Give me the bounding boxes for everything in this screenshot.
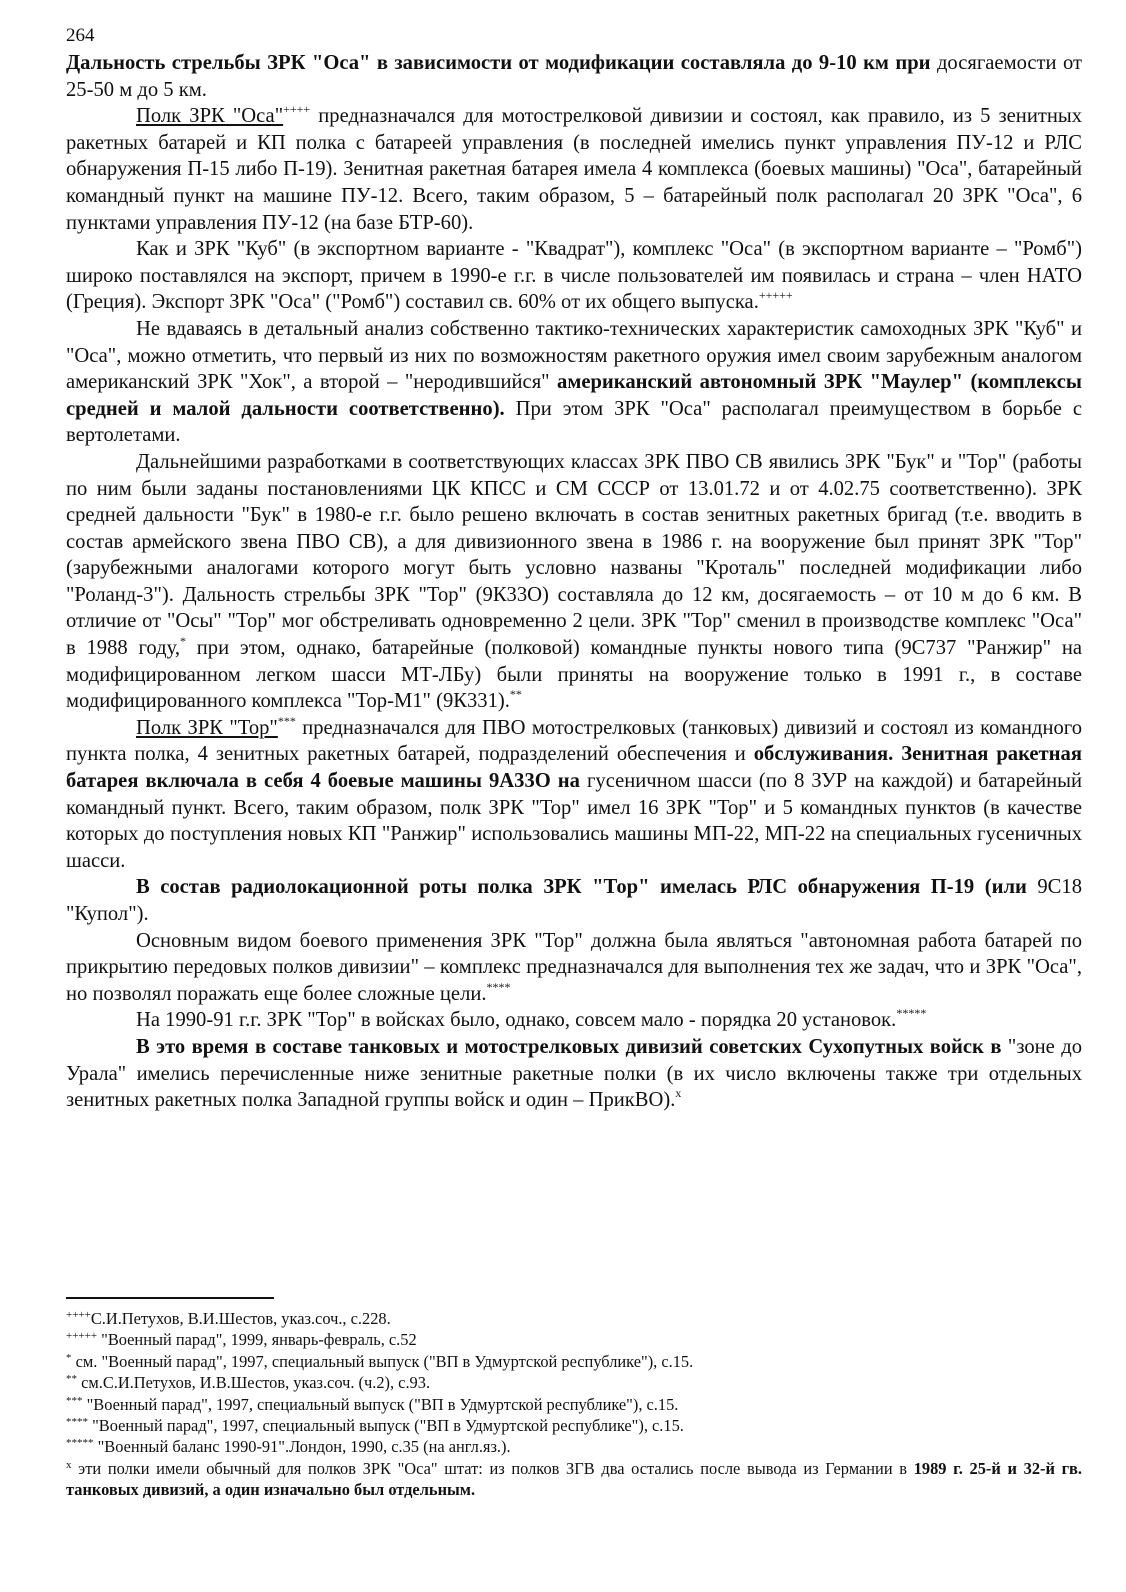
footnote-text: эти полки имели обычный для полков ЗРК "Оса" штат: из полков ЗГВ два остались после вывода из Германии в: [71, 1458, 914, 1478]
paragraph-text: досягаемости от 25-50 м до 5 км.: [66, 52, 1082, 101]
footnote-marker: *****: [66, 1437, 94, 1450]
footnote-marker: ****: [486, 979, 511, 994]
footnote: [66, 1415, 1082, 1436]
paragraph-5: [66, 449, 1082, 715]
bold-text: В это время в составе танковых и мотострелковых дивизий советских Сухопутных войск в: [136, 1035, 1002, 1058]
footnote-text: см. "Военный парад", 1997, специальный выпуск ("ВП в Удмуртской республике"), с.15.: [71, 1351, 694, 1371]
paragraph-3: [66, 236, 1082, 316]
footnotes: [66, 1308, 1082, 1501]
footnote: [66, 1351, 1082, 1372]
footnote-marker: ++++: [283, 102, 311, 117]
footnote-text: С.И.Петухов, В.И.Шестов, указ.соч., с.228.: [90, 1309, 391, 1328]
footnote-text: см.С.И.Петухов, И.В.Шестов, указ.соч. (ч.2), с.93.: [77, 1373, 431, 1393]
footnote: [66, 1436, 1082, 1457]
paragraph-text: гусеничном шасси (по 8 ЗУР на каждой) и батарейный командный пункт. Всего, таким образом, полк ЗРК "Тор" имел 16 ЗРК "Тор" и 5 командных пунктов (в качестве которых до поступления новых КП "Ранжир" использовались машины МП-22, МП-22 на специальных гусеничных шасси.: [66, 770, 1082, 872]
footnote-divider: [66, 1297, 274, 1299]
paragraph-8: [66, 928, 1082, 1008]
bold-text: обслуживания. Зенитная ракетная батарея включала в себя 4 боевые машины 9А33О на: [66, 743, 1082, 793]
footnote-marker: ++++: [66, 1309, 91, 1321]
paragraph-7: [66, 874, 1082, 927]
paragraph-1: [66, 50, 1082, 103]
paragraph-text: "зоне до Урала" имелись перечисленные ниже зенитные ракетные полки (в их число включены также три отдельных зенитных ракетных полка Западной группы войск и один – ПрикВО).: [66, 1035, 1083, 1112]
footnote: [66, 1458, 1082, 1501]
body-text: [66, 50, 1082, 1114]
paragraph-6: [66, 715, 1082, 875]
paragraph-10: [66, 1034, 1082, 1114]
footnote: [66, 1329, 1082, 1350]
bold-text: американский автономный ЗРК "Маулер" (комплексы средней и малой дальности соответственно).: [66, 371, 1082, 420]
footnote-marker: x: [66, 1458, 72, 1471]
paragraph-text: При этом ЗРК "Оса" располагал преимуществом в борьбе с вертолетами.: [66, 397, 1082, 447]
paragraph-9: [66, 1007, 1082, 1034]
bold-text: В состав радиолокационной роты полка ЗРК "Тор" имелась РЛС обнаружения П-19 (или: [136, 876, 1027, 899]
footnote-text: "Военный парад", 1997, специальный выпуск ("ВП в Удмуртской республике"), с.15.: [82, 1394, 679, 1414]
paragraph-text: при этом, однако, батарейные (полковой) командные пункты нового типа (9С737 "Ранжир" на модифицированном легком шасси МТ-ЛБу) были приняты на вооружение только в 1991 г., в составе модифицированного комплекса "Тор-М1" (9К331).: [66, 637, 1082, 713]
footnote-marker: ****: [66, 1416, 88, 1429]
paragraph-text: Не вдаваясь в детальный анализ собственно тактико-технических характеристик самоходных ЗРК "Куб" и "Оса", можно отметить, что первый из них по возможностям ракетного оружия имел своим зарубежным аналогом американский ЗРК "Хок", а второй – "неродившийся": [66, 317, 1082, 394]
bold-text: Дальность стрельбы ЗРК "Оса" в зависимости от модификации составляла до 9-10 км при: [66, 52, 931, 74]
footnote-marker: **: [66, 1373, 77, 1386]
footnote: [66, 1308, 1082, 1329]
paragraph-text: предназначался для мотострелковой дивизии и состоял, как правило, из 5 зенитных ракетных батарей и КП полка с батареей управления (в последней имелись пункт управления ПУ-12 и РЛС обнаружения П-15 либо П-19). Зенитная ракетная батарея имела 4 комплекса (боевых машины) "Оса", батарейный командный пункт на машине ПУ-12. Всего, таким образом, 5 – батарейный полк располагал 20 ЗРК "Оса", 6 пунктами управления ПУ-12 (на базе БТР-60).: [66, 105, 1082, 234]
paragraph-text: Основным видом боевого применения ЗРК "Тор" должна была являться "автономная работа батарей по прикрытию передовых полков дивизии" – комплекс предназначался для выполнения тех же задач, что и ЗРК "Оса", но позволял поражать еще более сложные цели.: [66, 929, 1082, 1005]
footnote-marker: **: [509, 687, 522, 702]
footnote-marker: +++++: [66, 1330, 98, 1343]
paragraph-2: [66, 103, 1082, 236]
footnote-text: "Военный парад", 1999, январь-февраль, с.52: [97, 1330, 417, 1350]
bold-text: 1989 г. 25-й и 32-й гв. танковых дивизий, а один изначально был отдельным.: [66, 1458, 1082, 1500]
paragraph-text: 9С18 "Купол").: [66, 876, 1082, 925]
footnote-marker: ***: [66, 1394, 83, 1407]
footnote-marker: *: [179, 634, 186, 649]
footnote: [66, 1394, 1082, 1415]
footnote-marker: *: [66, 1351, 72, 1364]
footnote-text: "Военный баланс 1990-91".Лондон, 1990, с.35 (на англ.яз.).: [93, 1437, 511, 1457]
paragraph-text: Как и ЗРК "Куб" (в экспортном варианте - "Квадрат"), комплекс "Оса" (в экспортном варианте – "Ромб") широко поставлялся на экспорт, причем в 1990-е г.г. в числе пользователей им появилась и страна – член НАТО (Греция). Экспорт ЗРК "Оса" ("Ромб") составил св. 60% от их общего выпуска.: [66, 238, 1082, 314]
paragraph-text: предназначался для ПВО мотострелковых (танковых) дивизий и состоял из командного пункта полка, 4 зенитных ракетных батарей, подразделений обеспечения и: [66, 716, 1083, 766]
section-heading-tor-regiment: Полк ЗРК "Тор": [136, 716, 278, 739]
footnote-marker: +++++: [758, 288, 793, 303]
footnote-marker: x: [675, 1086, 682, 1101]
footnote-marker: ***: [277, 713, 296, 728]
footnote-marker: *****: [896, 1006, 927, 1021]
footnote-text: "Военный парад", 1997, специальный выпуск ("ВП в Удмуртской республике"), с.15.: [88, 1416, 684, 1436]
page-number: 264: [66, 25, 95, 46]
section-heading-osa-regiment: Полк ЗРК "Оса": [136, 105, 284, 128]
paragraph-4: [66, 316, 1082, 449]
footnote: [66, 1372, 1082, 1393]
paragraph-text: На 1990-91 г.г. ЗРК "Тор" в войсках было, однако, совсем мало - порядка 20 установок.: [136, 1009, 897, 1032]
paragraph-text: Дальнейшими разработками в соответствующих классах ЗРК ПВО СВ явились ЗРК "Бук" и "Тор" (работы по ним были заданы постановлениями ЦК КПСС и СМ СССР от 13.01.72 и от 4.02.75 соответственно). ЗРК средней дальности "Бук" в 1980-е г.г. было решено включать в состав зенитных ракетных бригад (т.е. вводить в состав армейского звена ПВО СВ), а для дивизионного звена в 1986 г. на вооружение был принят ЗРК "Тор" (зарубежными аналогами которого могут быть условно названы "Кроталь" последней модификации либо "Роланд-3"). Дальность стрельбы ЗРК "Тор" (9К33О) составляла до 12 км, досягаемость – от 10 м до 6 км. В отличие от "Осы" "Тор" мог обстреливать одновременно 2 цели. ЗРК "Тор" сменил в производстве комплекс "Оса" в 1988 году,: [66, 450, 1082, 660]
